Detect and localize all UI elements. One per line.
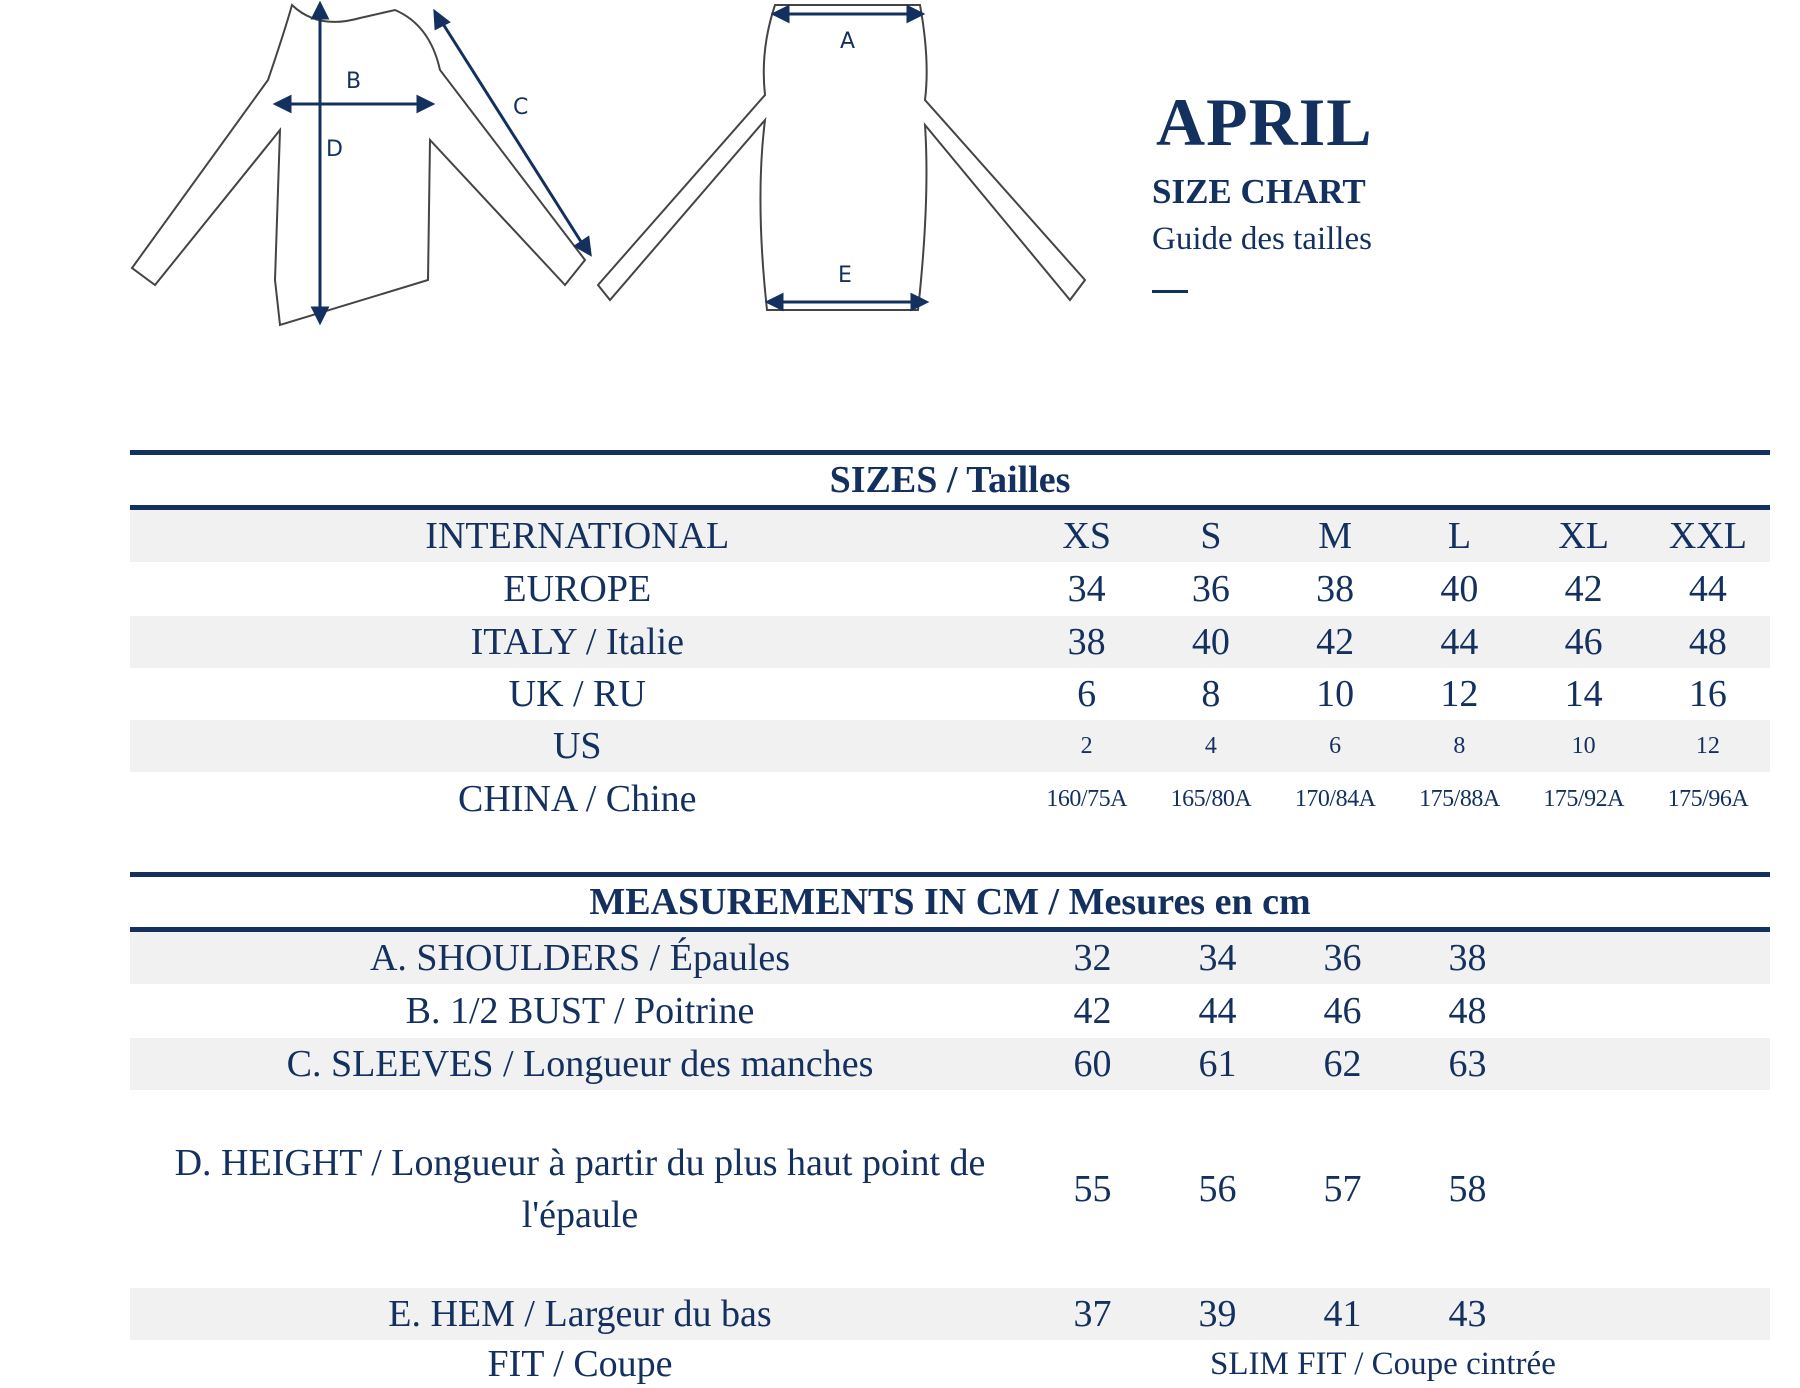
table-row-italy	[130, 616, 1770, 668]
table-cell: 43	[1448, 1293, 1487, 1335]
sizes-table	[130, 450, 1770, 826]
table-row-sleeves	[130, 1038, 1770, 1090]
table-cell: 12	[1440, 673, 1479, 715]
table-cell: 60	[1073, 1043, 1112, 1085]
table-cell: XXL	[1668, 515, 1747, 557]
table-cell: 38	[1316, 568, 1355, 610]
measure-b-arrow-right	[418, 97, 432, 111]
table-row-fit	[130, 1340, 1770, 1388]
table-cell: 62	[1323, 1043, 1362, 1085]
row-label: D. HEIGHT / Longueur à partir du plus haut point de l'épaule	[174, 1142, 986, 1236]
table-cell: 42	[1316, 621, 1355, 663]
label-b: B	[346, 69, 362, 94]
table-cell: 165/80A	[1170, 785, 1252, 812]
fit-value: SLIM FIT / Coupe cintrée	[1210, 1345, 1556, 1382]
table-cell: 12	[1695, 732, 1720, 759]
garment-measure-illustration	[0, 0, 1150, 340]
title-dash-divider	[1152, 290, 1188, 293]
sizes-section-title: SIZES / Tailles	[829, 459, 1071, 501]
table-cell: 38	[1067, 621, 1106, 663]
table-cell: 58	[1448, 1168, 1487, 1210]
header	[1152, 84, 1373, 293]
table-cell: 41	[1323, 1293, 1362, 1335]
table-cell: 34	[1198, 937, 1237, 979]
table-cell: L	[1447, 515, 1472, 557]
measure-b-arrow-left	[276, 97, 290, 111]
table-row-china	[130, 772, 1770, 826]
page-subtitle-fr: Guide des tailles	[1152, 221, 1372, 257]
table-cell: XL	[1558, 515, 1609, 557]
table-cell: 4	[1204, 732, 1217, 759]
table-cell: 8	[1453, 732, 1466, 759]
row-label: B. 1/2 BUST / Poitrine	[405, 990, 755, 1032]
measurements-section-title: MEASUREMENTS IN CM / Mesures en cm	[589, 881, 1311, 923]
table-cell: 37	[1073, 1293, 1112, 1335]
table-cell: 46	[1323, 990, 1362, 1032]
row-label: US	[552, 725, 602, 767]
table-cell: 56	[1198, 1168, 1237, 1210]
table-row-shoulders	[130, 932, 1770, 984]
row-label: ITALY / Italie	[470, 621, 684, 663]
table-cell: S	[1200, 515, 1222, 557]
measure-e-arrow-left	[768, 295, 782, 309]
row-label: FIT / Coupe	[487, 1343, 673, 1385]
table-cell: 42	[1073, 990, 1112, 1032]
table-cell: 10	[1316, 673, 1355, 715]
table-cell: 57	[1323, 1168, 1362, 1210]
row-label: UK / RU	[508, 673, 646, 715]
measure-c-arrow-top	[435, 12, 448, 28]
page-title: APRIL	[1156, 84, 1373, 160]
table-cell: 55	[1073, 1168, 1112, 1210]
table-cell: 8	[1201, 673, 1221, 715]
table-cell: 36	[1191, 568, 1230, 610]
table-cell: 61	[1198, 1043, 1237, 1085]
front-shirt-outline	[132, 5, 585, 325]
row-label: C. SLEEVES / Longueur des manches	[286, 1043, 874, 1085]
row-label: A. SHOULDERS / Épaules	[369, 937, 791, 979]
table-cell: 2	[1080, 732, 1093, 759]
page-subtitle: SIZE CHART	[1152, 172, 1366, 211]
table-cell: 175/88A	[1419, 785, 1500, 812]
table-cell: 44	[1198, 990, 1237, 1032]
table-cell: 10	[1571, 732, 1596, 759]
measure-a-arrow-left	[774, 7, 788, 21]
table-cell: 48	[1688, 621, 1727, 663]
table-cell: 48	[1448, 990, 1487, 1032]
table-row-uk	[130, 668, 1770, 720]
table-cell: 44	[1440, 621, 1479, 663]
table-row-height	[130, 1090, 1770, 1288]
measure-d-arrow-top	[313, 4, 327, 18]
row-label: EUROPE	[503, 568, 652, 610]
table-cell: 36	[1323, 937, 1362, 979]
table-cell: XS	[1062, 515, 1111, 557]
measure-d-arrow-bottom	[313, 308, 327, 322]
table-row-europe	[130, 562, 1770, 616]
measurements-table	[130, 872, 1770, 1388]
table-cell: 40	[1440, 568, 1479, 610]
table-cell: 32	[1073, 937, 1112, 979]
table-cell: 175/96A	[1667, 785, 1749, 812]
label-c: C	[513, 95, 529, 120]
table-cell: 14	[1564, 673, 1603, 715]
table-cell: 39	[1198, 1293, 1237, 1335]
row-label: CHINA / Chine	[457, 778, 697, 820]
table-cell: 175/92A	[1543, 785, 1624, 812]
table-cell: 6	[1329, 732, 1342, 759]
table-cell: 160/75A	[1046, 785, 1127, 812]
table-cell: 170/84A	[1294, 785, 1376, 812]
table-cell: 46	[1564, 621, 1603, 663]
table-row-bust	[130, 984, 1770, 1038]
table-cell: 16	[1688, 673, 1727, 715]
table-cell: 42	[1564, 568, 1603, 610]
measure-c-line	[438, 16, 585, 248]
row-label: E. HEM / Largeur du bas	[388, 1293, 772, 1335]
table-cell: 6	[1077, 673, 1097, 715]
table-cell: 44	[1688, 568, 1727, 610]
measure-e-arrow-right	[912, 295, 926, 309]
table-cell: 63	[1448, 1043, 1487, 1085]
table-cell: M	[1318, 515, 1353, 557]
row-label: INTERNATIONAL	[425, 515, 730, 557]
table-row-international	[130, 510, 1770, 562]
table-cell: 38	[1448, 937, 1487, 979]
label-e: E	[838, 263, 852, 288]
label-d: D	[326, 137, 343, 162]
table-row-hem	[130, 1288, 1770, 1340]
table-cell: 40	[1191, 621, 1230, 663]
garment-diagram	[0, 0, 1150, 340]
table-row-us	[130, 720, 1770, 772]
table-cell: 34	[1067, 568, 1106, 610]
label-a: A	[840, 29, 856, 54]
